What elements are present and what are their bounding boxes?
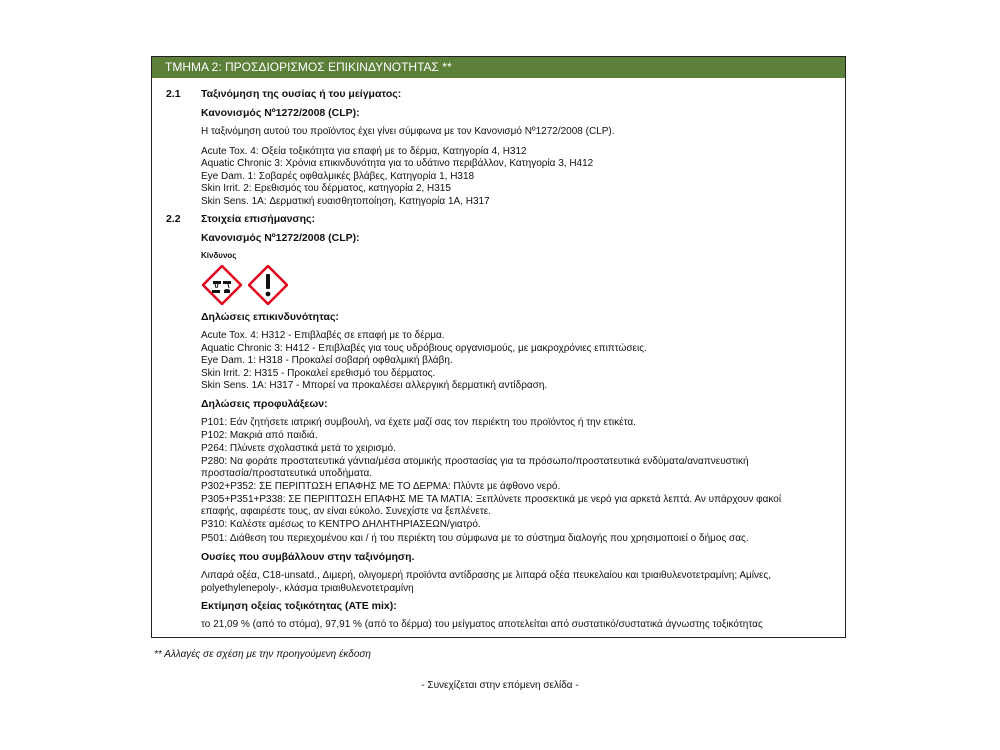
- section-2-box: [151, 56, 846, 638]
- precautionary-statement: P264: Πλύνετε σχολαστικά μετά το χειρισμό.: [201, 443, 396, 454]
- section-2-1-title: Ταξινόμηση της ουσίας ή του μείγματος:: [201, 88, 402, 100]
- ate-title: Εκτίμηση οξείας τοξικότητας (ATE mix):: [201, 600, 397, 612]
- precautionary-statement: P305+P351+P338: ΣΕ ΠΕΡΙΠΤΩΣΗ ΕΠΑΦΗΣ ΜΕ ΤΑ ΜΑΤΙΑ: Ξεπλύνετε προσεκτικά με νερό για αρκετά λεπτά. Αν υπάρχουν φακοί: [201, 494, 782, 505]
- hazard-statement: Eye Dam. 1: H318 - Προκαλεί σοβαρή οφθαλμική βλάβη.: [201, 355, 453, 366]
- classification-intro: Η ταξινόμηση αυτού του προϊόντος έχει γίνει σύμφωνα με τον Κανονισμό Nº1272/2008 (CLP).: [201, 126, 615, 137]
- section-2-2-regulation: Κανονισμός Nº1272/2008 (CLP):: [201, 232, 360, 244]
- classification-item: Skin Irrit. 2: Ερεθισμός του δέρματος, κατηγορία 2, H315: [201, 183, 451, 194]
- precautionary-statement: P280: Να φοράτε προστατευτικά γάντια/μέσα ατομικής προστασίας για τα πρόσωπο/προστατευτικά ενδύματα/αναπνευστική: [201, 456, 749, 467]
- continued-note: - Συνεχίζεται στην επόμενη σελίδα -: [421, 680, 579, 691]
- precautionary-statement: P302+P352: ΣΕ ΠΕΡΙΠΤΩΣΗ ΕΠΑΦΗΣ ΜΕ ΤΟ ΔΕΡΜΑ: Πλύντε με άφθονο νερό.: [201, 481, 561, 492]
- precautionary-statement: P501: Διάθεση του περιεχομένου και / ή του περιέκτη του σύμφωνα με το σύστημα διαλογής που χρησιμοποιεί ο δήμος σας.: [201, 533, 749, 544]
- precautionary-statement: P310: Καλέστε αμέσως το ΚΕΝΤΡΟ ΔΗΛΗΤΗΡΙΑΣΕΩΝ/γιατρό.: [201, 519, 481, 530]
- hazard-statements-title: Δηλώσεις επικινδυνότητας:: [201, 311, 339, 323]
- precautionary-statement: P102: Μακριά από παιδιά.: [201, 430, 318, 441]
- footnote: ** Αλλαγές σε σχέση με την προηγούμενη έκδοση: [154, 649, 371, 660]
- classification-item: Acute Tox. 4: Οξεία τοξικότητα για επαφή με το δέρμα, Κατηγορία 4, H312: [201, 146, 527, 157]
- corrosion-icon: [202, 265, 242, 305]
- section-2-1-regulation: Κανονισμός Nº1272/2008 (CLP):: [201, 107, 360, 119]
- section-header: ΤΜΗΜΑ 2: ΠΡΟΣΔΙΟΡΙΣΜΟΣ ΕΠΙΚΙΝΔΥΝΟΤΗΤΑΣ **: [152, 57, 845, 78]
- section-2-2-title: Στοιχεία επισήμανσης:: [201, 213, 315, 225]
- classification-item: Aquatic Chronic 3: Χρόνια επικινδυνότητα για το υδάτινο περιβάλλον, Κατηγορία 3, H412: [201, 158, 594, 169]
- classification-item: Skin Sens. 1A: Δερματική ευαισθητοποίηση, Κατηγορία 1A, H317: [201, 196, 490, 207]
- section-2-1-number: 2.1: [166, 88, 181, 100]
- exclamation-icon: [248, 265, 288, 305]
- contributing-substances: polyethylenepoly-, κλάσμα τριαιθυλενοτετραμίνη: [201, 583, 414, 594]
- precautionary-statement: επαφής, αφαιρέστε τους, αν είναι εύκολο. Συνεχίστε να ξεπλένετε.: [201, 506, 492, 517]
- classification-item: Eye Dam. 1: Σοβαρές οφθαλμικές βλάβες, Κατηγορία 1, H318: [201, 171, 475, 182]
- precautionary-statement: P101: Εάν ζητήσετε ιατρική συμβουλή, να έχετε μαζί σας τον περιέκτη του προϊόντος ή την ετικέτα.: [201, 417, 636, 428]
- hazard-statement: Skin Sens. 1A: H317 - Μπορεί να προκαλέσει αλλεργική δερματική αντίδραση.: [201, 380, 548, 391]
- hazard-statement: Aquatic Chronic 3: H412 - Επιβλαβές για τους υδρόβιους οργανισμούς, με μακροχρόνιες επιπτώσεις.: [201, 343, 647, 354]
- signal-word: Κίνδυνος: [201, 251, 237, 260]
- precautionary-statement: προστασία/προστατευτικά υποδήματα.: [201, 468, 373, 479]
- contributing-substances-title: Ουσίες που συμβάλλουν στην ταξινόμηση.: [201, 551, 415, 563]
- precautionary-statements-title: Δηλώσεις προφυλάξεων:: [201, 398, 328, 410]
- section-2-2-number: 2.2: [166, 213, 181, 225]
- hazard-statement: Skin Irrit. 2: H315 - Προκαλεί ερεθισμό του δέρματος.: [201, 368, 436, 379]
- hazard-statement: Acute Tox. 4: H312 - Επιβλαβές σε επαφή με το δέρμα.: [201, 330, 445, 341]
- ate-text: το 21,09 % (από το στόμα), 97,91 % (από το δέρμα) του μείγματος αποτελείται από συστατικό/συστατικά άγνωστης τοξικότητας: [201, 619, 763, 630]
- contributing-substances: Λιπαρά οξέα, C18-unsatd., Διμερή, ολιγομερή προϊόντα αντίδρασης με λιπαρά οξέα πευκελαίου και τριαιθυλενοτετραμίνη; Αμίνες,: [201, 570, 772, 581]
